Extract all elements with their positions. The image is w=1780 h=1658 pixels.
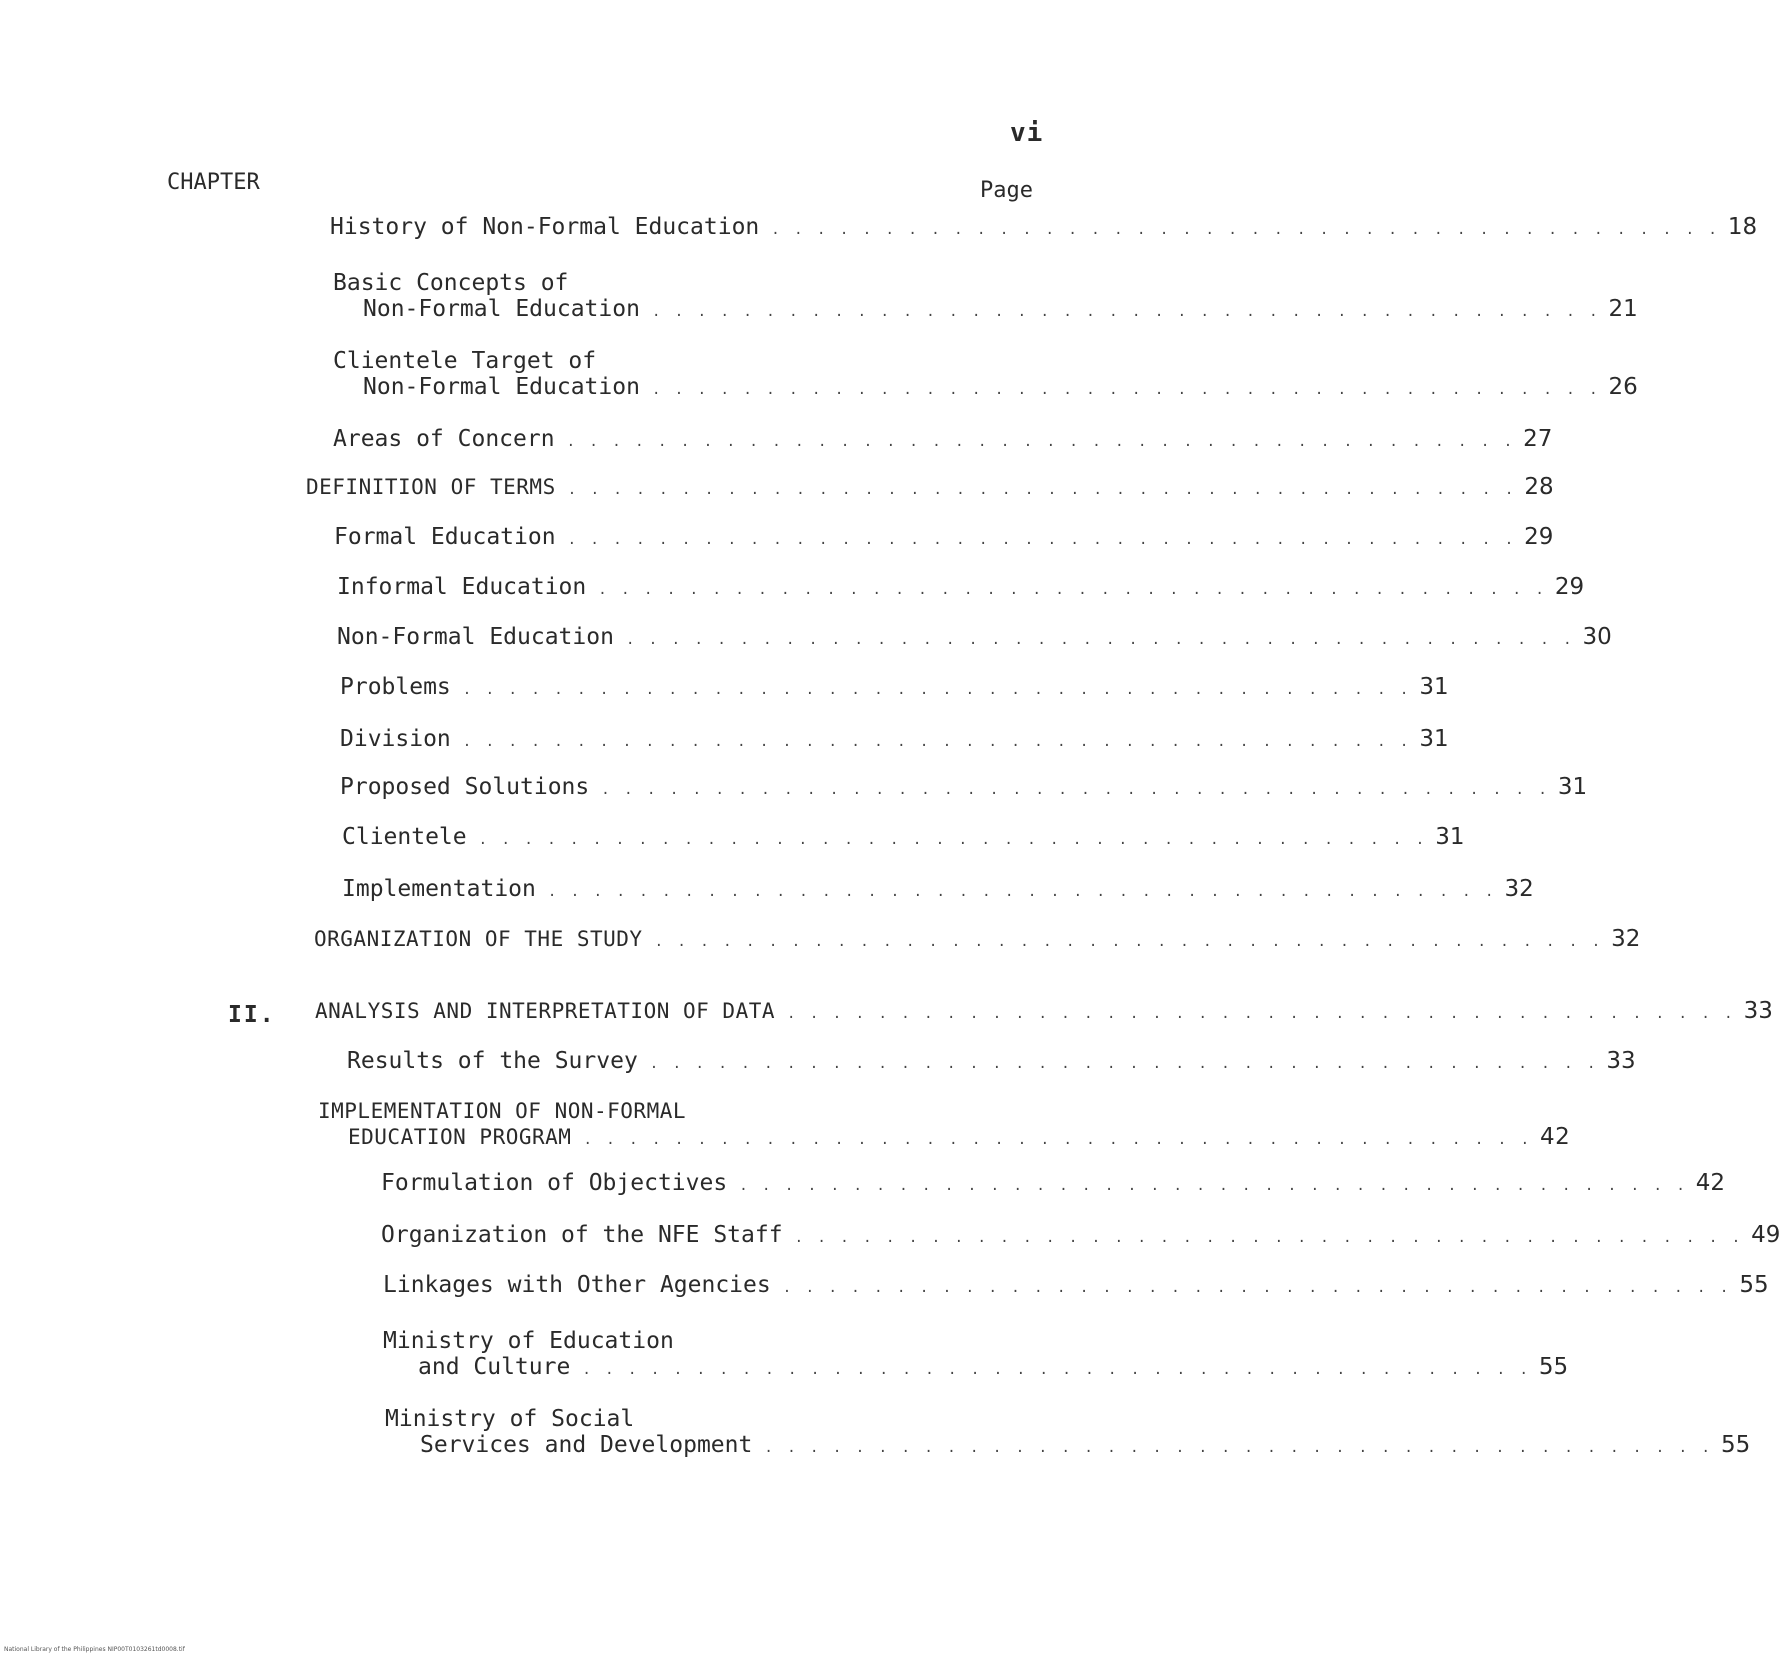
toc-leader-dots: . . . . . . . . . . . . . . . . . . . . . . . . . . . . . . . . . . . . . . . . . . [625, 632, 1575, 648]
toc-leader-dots: . . . . . . . . . . . . . . . . . . . . . . . . . . . . . . . . . . . . . . . . . . [462, 682, 1412, 698]
toc-entry-title: DEFINITION OF TERMS [306, 475, 556, 499]
toc-entry-line1: Basic Concepts of [333, 270, 569, 296]
toc-entry-line1: Ministry of Social [385, 1406, 635, 1432]
toc-entry [314, 926, 1641, 955]
toc-entry [306, 474, 1554, 503]
toc-entry-page: 32 [1611, 926, 1641, 952]
toc-entry-title: Services and Development [420, 1432, 753, 1458]
toc-entry-title: Non-Formal Education [363, 374, 640, 400]
toc-entry-title: Non-Formal Education [363, 296, 640, 322]
toc-entry-page: 28 [1524, 474, 1554, 500]
toc-entry-title: Results of the Survey [347, 1048, 638, 1074]
toc-entry [347, 1048, 1636, 1077]
toc-entry [315, 998, 1773, 1027]
chapter-number: II. [228, 1002, 276, 1028]
toc-leader-dots: . . . . . . . . . . . . . . . . . . . . . . . . . . . . . . . . . . . . . . . . . . [462, 734, 1412, 750]
toc-entry [337, 574, 1585, 603]
toc-leader-dots: . . . . . . . . . . . . . . . . . . . . . . . . . . . . . . . . . . . . . . . . . . [651, 382, 1601, 398]
toc-entry-page: 31 [1419, 726, 1449, 752]
toc-entry-page: 29 [1554, 574, 1585, 600]
toc-entry [333, 270, 1638, 325]
toc-entry [383, 1272, 1769, 1301]
toc-entry-title: Organization of the NFE Staff [381, 1222, 783, 1248]
toc-entry-title: ORGANIZATION OF THE STUDY [314, 927, 643, 951]
toc-entry-page: 33 [1606, 1048, 1636, 1074]
toc-entry [381, 1170, 1726, 1199]
toc-entry-page: 42 [1695, 1170, 1726, 1196]
toc-entry-line1: Clientele Target of [333, 348, 597, 374]
toc-leader-dots: . . . . . . . . . . . . . . . . . . . . . . . . . . . . . . . . . . . . . . . . . . [583, 1132, 1533, 1148]
toc-leader-dots: . . . . . . . . . . . . . . . . . . . . . . . . . . . . . . . . . . . . . . . . . . [582, 1362, 1531, 1378]
toc-entry-title: Proposed Solutions [340, 774, 590, 800]
toc-entry-title: EDUCATION PROGRAM [348, 1125, 572, 1149]
toc-leader-dots: . . . . . . . . . . . . . . . . . . . . . . . . . . . . . . . . . . . . . . . . . . [771, 222, 1720, 238]
toc-leader-dots: . . . . . . . . . . . . . . . . . . . . . . . . . . . . . . . . . . . . . . . . . . [598, 582, 1547, 598]
toc-leader-dots: . . . . . . . . . . . . . . . . . . . . . . . . . . . . . . . . . . . . . . . . . . [782, 1280, 1732, 1296]
toc-entry-title: Implementation [342, 876, 536, 902]
toc-entry-title: Formal Education [334, 524, 556, 550]
toc-entry [318, 1098, 1571, 1153]
toc-entry [340, 674, 1449, 703]
toc-entry-page: 31 [1419, 674, 1449, 700]
toc-entry-title: Areas of Concern [333, 426, 555, 452]
chapter-column-header: CHAPTER [167, 170, 260, 195]
toc-leader-dots: . . . . . . . . . . . . . . . . . . . . . . . . . . . . . . . . . . . . . . . . . . [601, 782, 1550, 798]
toc-leader-dots: . . . . . . . . . . . . . . . . . . . . . . . . . . . . . . . . . . . . . . . . . . [654, 934, 1604, 950]
toc-entry-title: Formulation of Objectives [381, 1170, 728, 1196]
toc-entry-page: 21 [1608, 296, 1638, 322]
toc-leader-dots: . . . . . . . . . . . . . . . . . . . . . . . . . . . . . . . . . . . . . . . . . . [567, 532, 1517, 548]
toc-leader-dots: . . . . . . . . . . . . . . . . . . . . . . . . . . . . . . . . . . . . . . . . . . [794, 1230, 1744, 1246]
toc-leader-dots: . . . . . . . . . . . . . . . . . . . . . . . . . . . . . . . . . . . . . . . . . . [649, 1056, 1599, 1072]
toc-leader-dots: . . . . . . . . . . . . . . . . . . . . . . . . . . . . . . . . . . . . . . . . . . [764, 1440, 1713, 1456]
toc-leader-dots: . . . . . . . . . . . . . . . . . . . . . . . . . . . . . . . . . . . . . . . . . . [478, 832, 1428, 848]
toc-leader-dots: . . . . . . . . . . . . . . . . . . . . . . . . . . . . . . . . . . . . . . . . . . [547, 884, 1497, 900]
toc-entry [342, 876, 1534, 905]
toc-entry [330, 214, 1758, 243]
page-number: vi [1010, 118, 1044, 148]
toc-entry-title: Non-Formal Education [337, 624, 614, 650]
toc-leader-dots: . . . . . . . . . . . . . . . . . . . . . . . . . . . . . . . . . . . . . . . . . . [567, 482, 1517, 498]
toc-entry-title: Linkages with Other Agencies [383, 1272, 771, 1298]
toc-entry-page: 42 [1540, 1124, 1571, 1150]
toc-entry [381, 1222, 1780, 1251]
toc-entry [385, 1406, 1751, 1461]
toc-entry-page: 55 [1720, 1432, 1751, 1458]
toc-entry-title: Division [340, 726, 451, 752]
toc-entry-title: Informal Education [337, 574, 587, 600]
toc-entry-title: ANALYSIS AND INTERPRETATION OF DATA [315, 999, 776, 1023]
toc-entry [340, 726, 1449, 755]
toc-entry [333, 426, 1553, 455]
toc-entry-title: History of Non-Formal Education [330, 214, 760, 240]
toc-leader-dots: . . . . . . . . . . . . . . . . . . . . . . . . . . . . . . . . . . . . . . . . . . [566, 434, 1516, 450]
scan-footer: National Library of the Philippines NIP00T0103261td0008.tif [4, 1646, 185, 1653]
toc-entry-page: 30 [1582, 624, 1612, 650]
toc-leader-dots: . . . . . . . . . . . . . . . . . . . . . . . . . . . . . . . . . . . . . . . . . . [651, 304, 1601, 320]
toc-entry [383, 1328, 1569, 1383]
toc-entry-page: 18 [1727, 214, 1758, 240]
toc-entry-page: 31 [1557, 774, 1588, 800]
toc-leader-dots: . . . . . . . . . . . . . . . . . . . . . . . . . . . . . . . . . . . . . . . . . . [739, 1178, 1688, 1194]
toc-entry [342, 824, 1465, 853]
page-column-header: Page [980, 178, 1033, 203]
toc-entry-page: 31 [1435, 824, 1465, 850]
toc-entry [340, 774, 1588, 803]
toc-entry-page: 49 [1751, 1222, 1780, 1248]
toc-entry [337, 624, 1612, 653]
toc-entry-page: 26 [1608, 374, 1638, 400]
toc-entry-line1: Ministry of Education [383, 1328, 674, 1354]
toc-entry-page: 33 [1743, 998, 1773, 1024]
toc-entry-line1: IMPLEMENTATION OF NON-FORMAL [318, 1099, 687, 1123]
toc-entry-title: Clientele [342, 824, 467, 850]
toc-entry-page: 55 [1739, 1272, 1769, 1298]
toc-leader-dots: . . . . . . . . . . . . . . . . . . . . . . . . . . . . . . . . . . . . . . . . . . [787, 1006, 1736, 1022]
toc-entry [334, 524, 1554, 553]
toc-entry-title: and Culture [418, 1354, 571, 1380]
toc-entry-page: 27 [1523, 426, 1553, 452]
toc-entry-page: 32 [1504, 876, 1534, 902]
toc-entry [333, 348, 1638, 403]
toc-entry-title: Problems [340, 674, 451, 700]
toc-entry-page: 55 [1538, 1354, 1569, 1380]
toc-entry-page: 29 [1524, 524, 1554, 550]
